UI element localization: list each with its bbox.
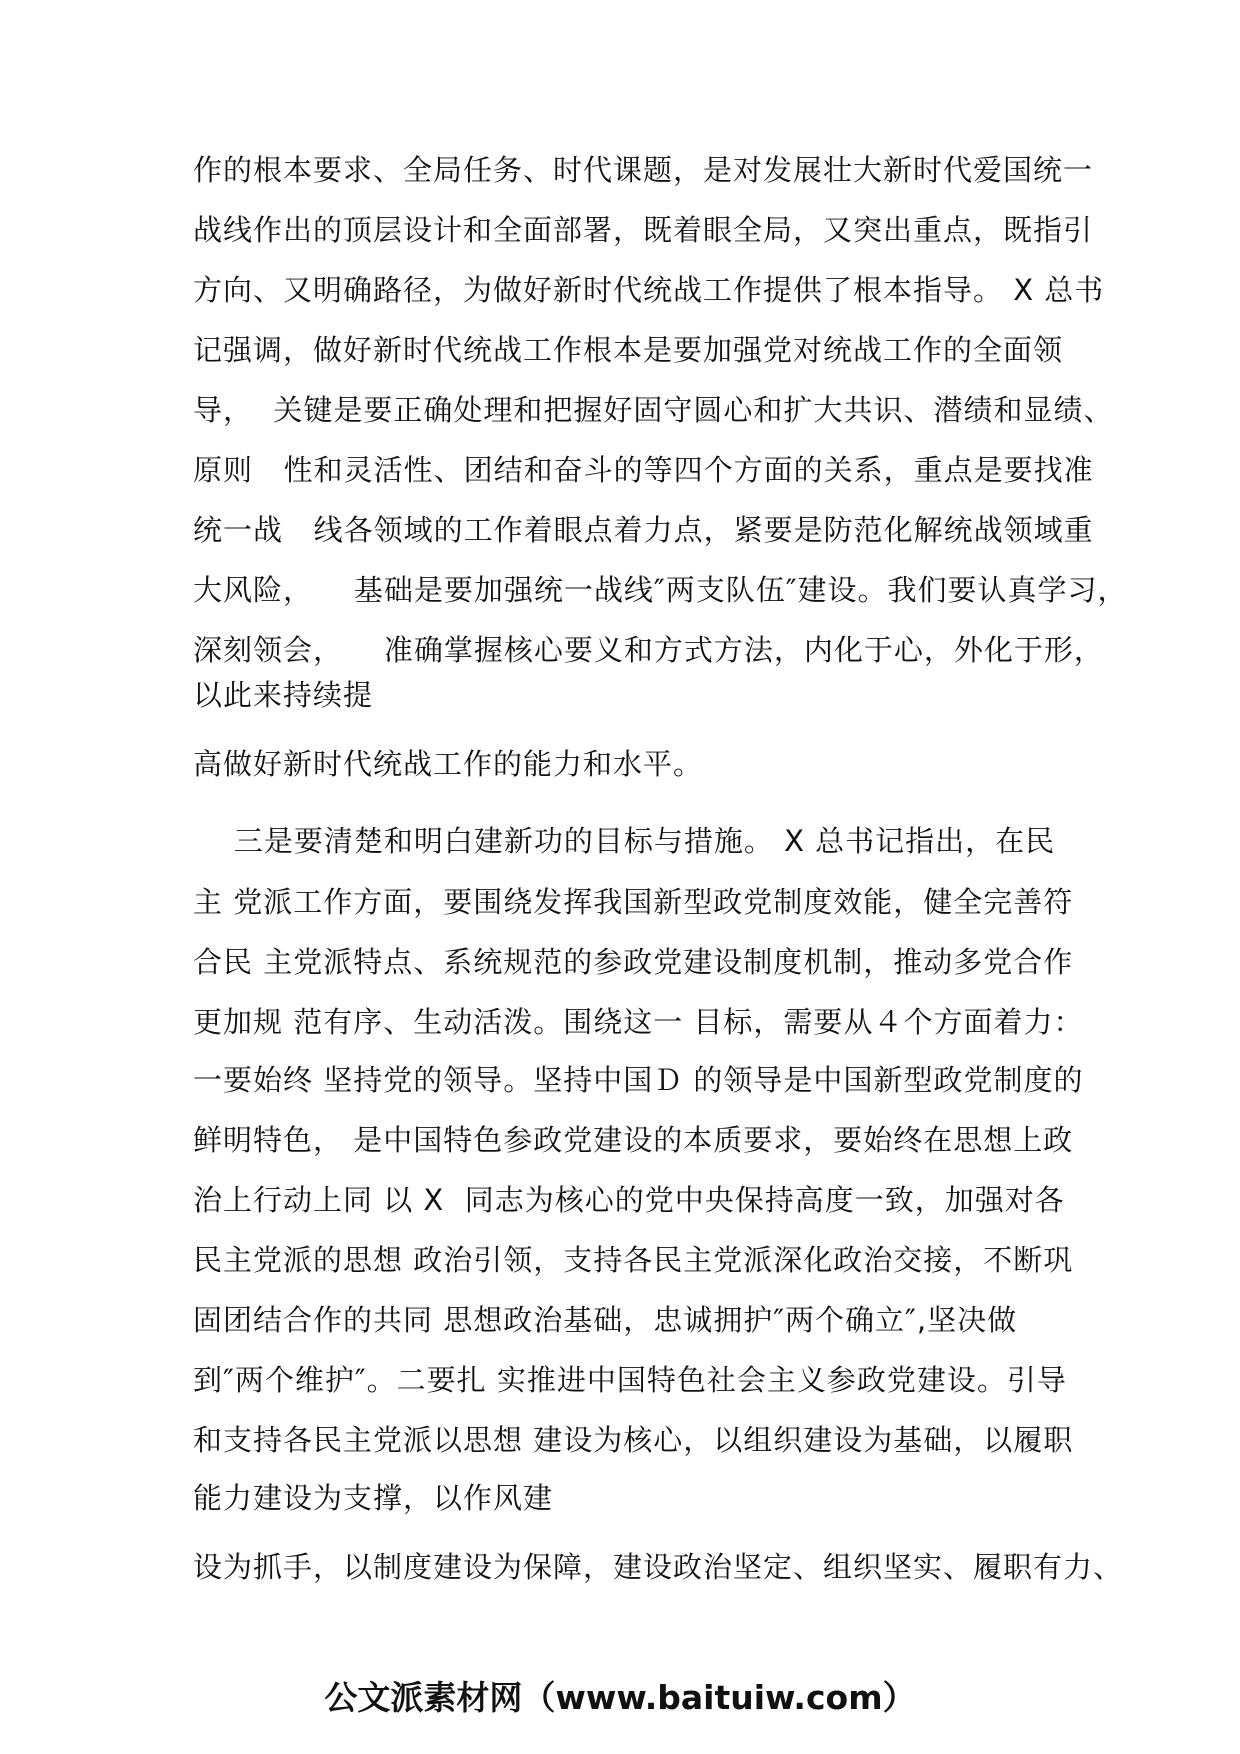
body-text-line: 统一战 线各领域的工作着眼点着力点，紧要是防范化解统战领域重 <box>193 513 1094 547</box>
body-text-line: 三是要清楚和明白建新功的目标与措施。 X 总书记指出，在民 <box>193 824 1056 858</box>
body-text-line: 合民 主党派特点、系统规范的参政党建设制度机制，推动多党合作 <box>193 945 1074 979</box>
body-text-line: 到″两个维护″。二要扎 实推进中国特色社会主义参政党建设。引导 <box>193 1363 1067 1397</box>
body-text-line: 治上行动上同 以 X 同志为核心的党中央保持高度一致，加强对各 <box>193 1183 1065 1217</box>
body-text-line: 原则 性和灵活性、团结和奋斗的等四个方面的关系，重点是要找准 <box>193 453 1094 487</box>
body-text-line: 深刻领会， 准确掌握核心要义和方式方法，内化于心，外化于形， <box>193 633 1104 667</box>
body-text-line: 更加规 范有序、生动活泼。围绕这一 目标，需要从４个方面着力： <box>193 1005 1084 1039</box>
body-text-line: 鲜明特色， 是中国特色参政党建设的本质要求，要始终在思想上政 <box>193 1123 1074 1157</box>
body-text-line: 大风险， 基础是要加强统一战线″两支队伍″建设。我们要认真学习， <box>193 573 1128 607</box>
body-text-line: 一要始终 坚持党的领导。坚持中国Ｄ 的领导是中国新型政党制度的 <box>193 1063 1084 1097</box>
body-text-line: 固团结合作的共同 思想政治基础，忠诚拥护″两个确立″,坚决做 <box>193 1303 1018 1337</box>
body-text-line: 战线作出的顶层设计和全面部署，既着眼全局，又突出重点，既指引 <box>193 213 1094 247</box>
body-text-line: 记强调，做好新时代统战工作根本是要加强党对统战工作的全面领 <box>193 333 1064 367</box>
body-text-line: 主 党派工作方面，要围绕发挥我国新型政党制度效能，健全完善符 <box>193 885 1074 919</box>
footer-watermark: 公文派素材网（www.baituiw.com） <box>324 1678 916 1717</box>
body-text-line: 以此来持续提 <box>193 678 374 712</box>
body-text-line: 导， 关键是要正确处理和把握好固守圆心和扩大共识、潜绩和显绩、 <box>193 393 1114 427</box>
body-text-line: 作的根本要求、全局任务、时代课题，是对发展壮大新时代爱国统一 <box>193 153 1094 187</box>
body-text-line: 民主党派的思想 政治引领，支持各民主党派深化政治交接，不断巩 <box>193 1243 1074 1277</box>
body-text-line: 设为抓手，以制度建设为保障，建设政治坚定、组织坚实、履职有力、 <box>193 1550 1124 1584</box>
body-text-line: 和支持各民主党派以思想 建设为核心，以组织建设为基础，以履职 <box>193 1423 1074 1457</box>
body-text-line: 方向、又明确路径，为做好新时代统战工作提供了根本指导。 X 总书 <box>193 273 1105 307</box>
body-text-line: 能力建设为支撑，以作风建 <box>193 1481 554 1515</box>
body-text-line: 高做好新时代统战工作的能力和水平。 <box>193 747 704 781</box>
